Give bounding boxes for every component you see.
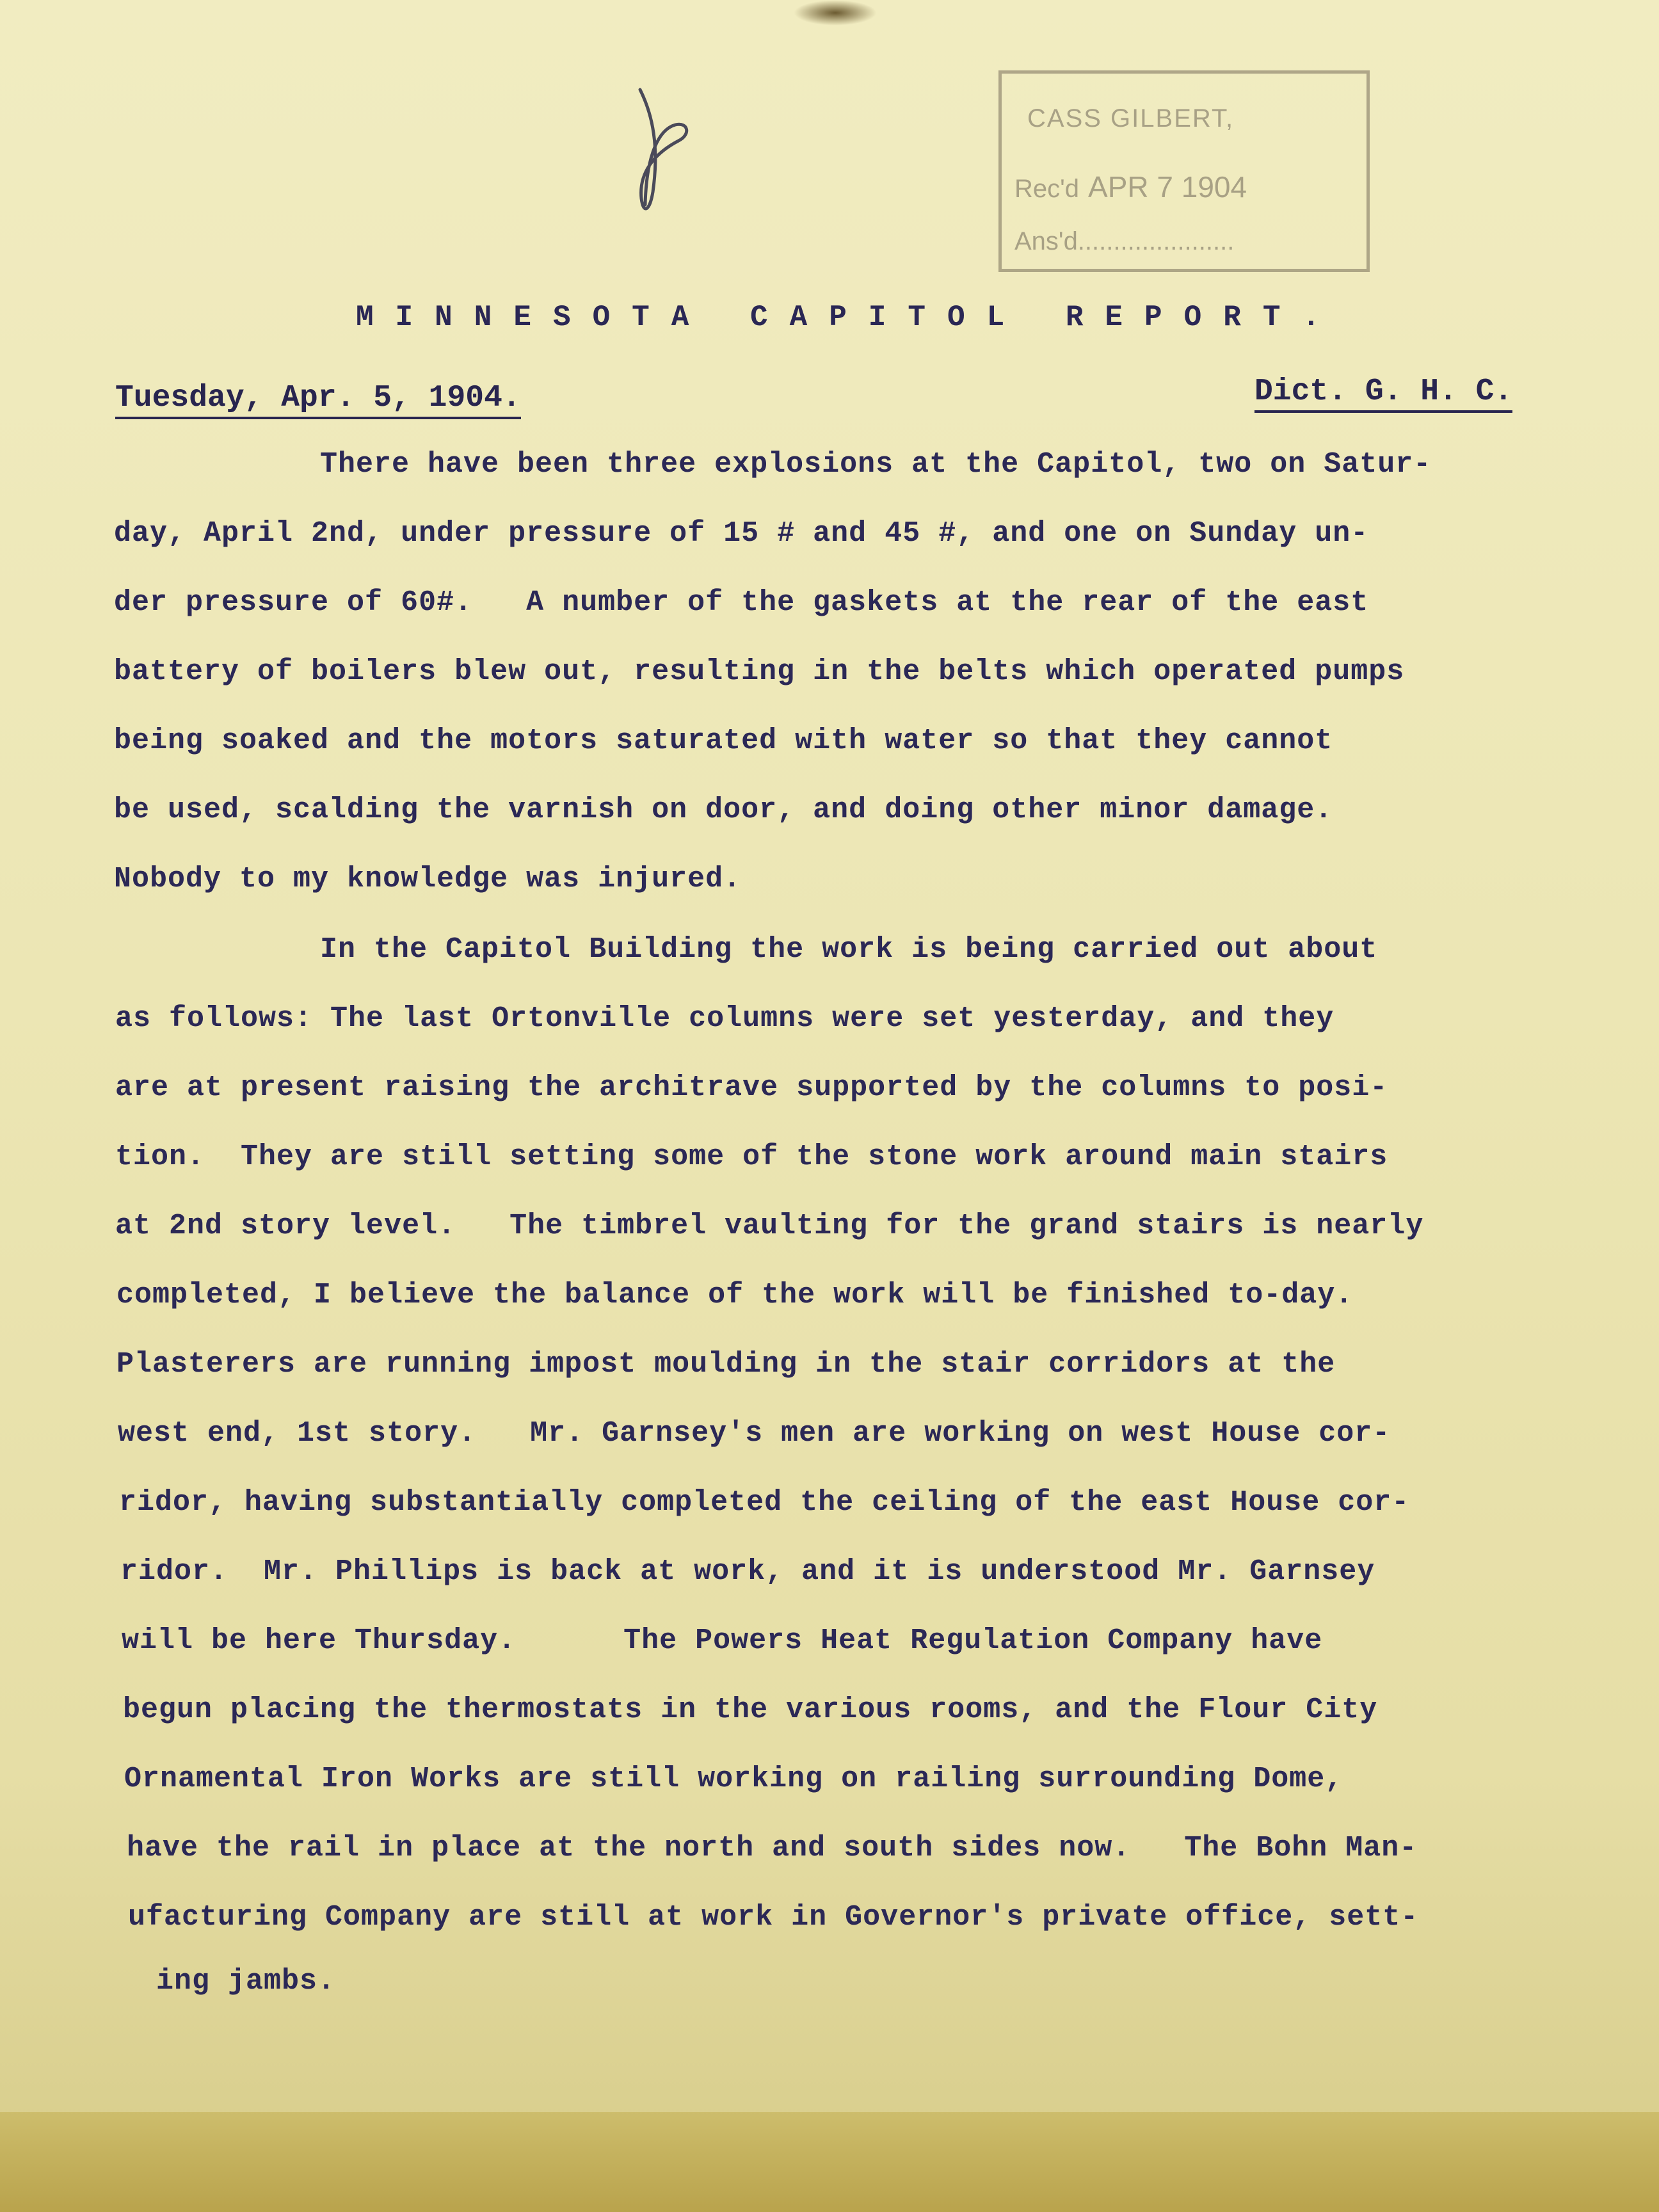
stamp-received-label: Rec'd (1014, 175, 1080, 203)
page-edge (0, 2112, 1659, 2212)
body-line: ing jambs. (156, 1965, 336, 1998)
stamp-answered: Ans'd...................... (1014, 227, 1235, 255)
body-line: ridor, having substantially completed the ceiling of the east House cor- (119, 1486, 1410, 1519)
report-date: Tuesday, Apr. 5, 1904. (115, 381, 521, 419)
body-line: Plasterers are running impost moulding in the stair corridors at the (116, 1348, 1336, 1381)
body-line: tion. They are still setting some of the stone work around main stairs (115, 1141, 1388, 1173)
body-line: will be here Thursday. The Powers Heat Regulation Company have (122, 1624, 1323, 1657)
stamp-received-date: APR 7 1904 (1088, 170, 1247, 204)
body-line: There have been three explosions at the Capitol, two on Satur- (320, 448, 1432, 481)
body-line: ridor. Mr. Phillips is back at work, and it is understood Mr. Garnsey (120, 1555, 1375, 1588)
body-line: west end, 1st story. Mr. Garnsey's men are working on west House cor- (118, 1417, 1391, 1450)
body-line: as follows: The last Ortonville columns were set yesterday, and they (115, 1002, 1334, 1035)
body-line: day, April 2nd, under pressure of 15 # and 45 #, and one on Sunday un- (114, 517, 1369, 550)
body-line: der pressure of 60#. A number of the gaskets at the rear of the east (114, 586, 1369, 619)
body-line: Nobody to my knowledge was injured. (114, 863, 742, 895)
paper-stain (794, 0, 877, 26)
body-line: have the rail in place at the north and south sides now. The Bohn Man- (127, 1832, 1418, 1864)
stamp-received (1014, 170, 1247, 204)
body-line: In the Capitol Building the work is being carried out about (320, 933, 1378, 966)
body-line: ufacturing Company are still at work in Governor's private office, sett- (128, 1901, 1419, 1934)
body-line: are at present raising the architrave supported by the columns to posi- (115, 1071, 1388, 1104)
body-line: be used, scalding the varnish on door, and doing other minor damage. (114, 794, 1333, 826)
stamp-name: CASS GILBERT, (1027, 104, 1235, 132)
body-line: begun placing the thermostats in the various rooms, and the Flour City (123, 1694, 1378, 1726)
handwritten-initials-signature (614, 77, 704, 224)
dictation-note: Dict. G. H. C. (1254, 374, 1512, 413)
body-line: at 2nd story level. The timbrel vaulting for the grand stairs is nearly (115, 1210, 1424, 1242)
received-stamp (998, 70, 1370, 272)
body-line: battery of boilers blew out, resulting in the belts which operated pumps (114, 655, 1405, 688)
page-title: MINNESOTA CAPITOL REPORT. (355, 301, 1342, 334)
body-line: being soaked and the motors saturated with water so that they cannot (114, 725, 1333, 757)
body-line: Ornamental Iron Works are still working on railing surrounding Dome, (124, 1763, 1343, 1795)
body-line: completed, I believe the balance of the work will be finished to-day. (116, 1279, 1354, 1311)
